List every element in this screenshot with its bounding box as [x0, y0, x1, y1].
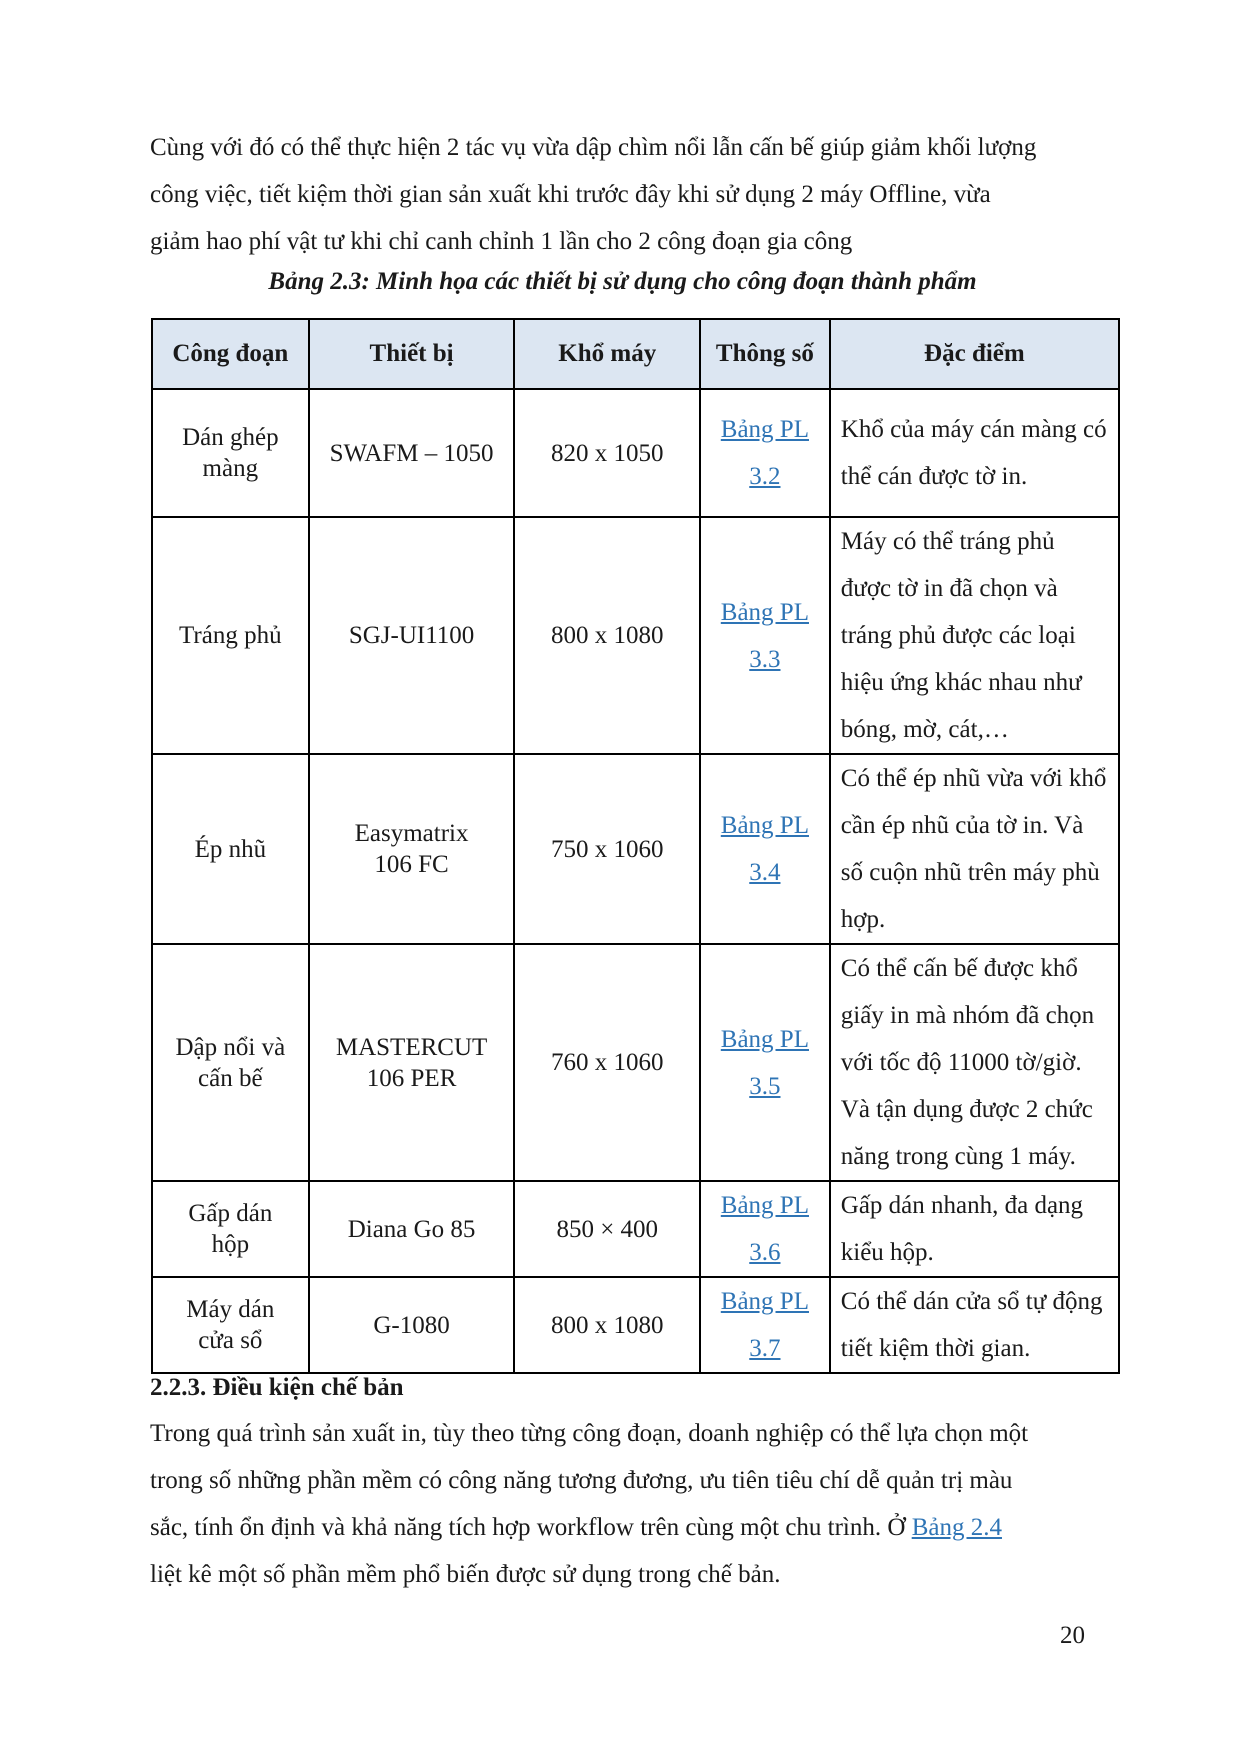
spec-link-3-6[interactable]: Bảng PL — [720, 1192, 809, 1219]
stage-cell: Máy dán cửa sổ — [152, 1277, 309, 1373]
spec-link-3-7[interactable]: Bảng PL — [720, 1288, 809, 1315]
table-row — [152, 1277, 1119, 1373]
feature-cell: Máy có thể tráng phủ được tờ in đã chọn và tráng phủ được các loại hiệu ứng khác nhau như bóng, mờ, cát,… — [830, 517, 1119, 754]
spec-link-3-2-num[interactable]: 3.2 — [749, 463, 781, 490]
table-row — [152, 754, 1119, 944]
size-cell: 760 x 1060 — [514, 944, 700, 1181]
section-heading: 2.2.3. Điều kiện chế bản — [150, 1374, 404, 1401]
header-device: Thiết bị — [309, 319, 515, 389]
section-line-1: Trong quá trình sản xuất in, tùy theo từng công đoạn, doanh nghiệp có thể lựa chọn một — [150, 1420, 1029, 1447]
feature-cell: Gấp dán nhanh, đa dạng kiểu hộp. — [830, 1181, 1119, 1277]
feature-cell: Khổ của máy cán màng có thể cán được tờ in. — [830, 389, 1119, 517]
header-size: Khổ máy — [514, 319, 700, 389]
size-cell: 850 × 400 — [514, 1181, 700, 1277]
feature-cell: Có thể cấn bế được khổ giấy in mà nhóm đã chọn với tốc độ 11000 tờ/giờ. Và tận dụng được 2 chức năng trong cùng 1 máy. — [830, 944, 1119, 1181]
feature-cell: Có thể ép nhũ vừa với khổ cần ép nhũ của tờ in. Và số cuộn nhũ trên máy phù hợp. — [830, 754, 1119, 944]
header-stage: Công đoạn — [152, 319, 309, 389]
spec-link-cell — [700, 517, 830, 754]
size-cell: 750 x 1060 — [514, 754, 700, 944]
section-line-2: trong số những phần mềm có công năng tương đương, ưu tiên tiêu chí dễ quản trị màu — [150, 1467, 1013, 1494]
spec-link-3-5-num[interactable]: 3.5 — [749, 1072, 781, 1100]
section-line-3: sắc, tính ổn định và khả năng tích hợp workflow trên cùng một chu trình. Ở — [150, 1514, 912, 1541]
size-cell: 820 x 1050 — [514, 389, 700, 517]
section-line-4: liệt kê một số phần mềm phổ biến được sử dụng trong chế bản. — [150, 1561, 781, 1588]
table-row — [152, 517, 1119, 754]
device-cell: G-1080 — [309, 1277, 515, 1373]
table-row — [152, 944, 1119, 1181]
section-paragraph — [150, 1410, 1095, 1598]
page-number: 20 — [1060, 1622, 1085, 1649]
spec-link-3-3[interactable]: Bảng PL — [720, 598, 809, 626]
table-caption: Bảng 2.3: Minh họa các thiết bị sử dụng cho công đoạn thành phẩm — [268, 268, 977, 295]
spec-link-3-5[interactable]: Bảng PL — [720, 1025, 809, 1053]
stage-cell: Tráng phủ — [152, 517, 309, 754]
stage-cell: Dập nổi và cấn bế — [152, 944, 309, 1181]
spec-link-3-4[interactable]: Bảng PL — [720, 812, 809, 839]
device-cell: Easymatrix 106 FC — [309, 754, 515, 944]
device-cell: SGJ-UI1100 — [309, 517, 515, 754]
intro-line-2: công việc, tiết kiệm thời gian sản xuất khi trước đây khi sử dụng 2 máy Offline, vừa — [150, 181, 991, 208]
table-row — [152, 389, 1119, 517]
spec-link-cell — [700, 1181, 830, 1277]
intro-line-3: giảm hao phí vật tư khi chỉ canh chỉnh 1 lần cho 2 công đoạn gia công — [150, 228, 853, 255]
spec-link-cell — [700, 754, 830, 944]
spec-link-3-3-num[interactable]: 3.3 — [749, 645, 781, 673]
size-cell: 800 x 1080 — [514, 517, 700, 754]
intro-paragraph — [150, 124, 1095, 265]
device-cell: MASTERCUT 106 PER — [309, 944, 515, 1181]
table-row — [152, 1181, 1119, 1277]
spec-link-cell — [700, 944, 830, 1181]
stage-cell: Dán ghép màng — [152, 389, 309, 517]
size-cell: 800 x 1080 — [514, 1277, 700, 1373]
spec-link-3-2[interactable]: Bảng PL — [720, 416, 809, 443]
feature-cell: Có thể dán cửa sổ tự động tiết kiệm thời gian. — [830, 1277, 1119, 1373]
spec-link-3-4-num[interactable]: 3.4 — [749, 859, 781, 886]
device-cell: Diana Go 85 — [309, 1181, 515, 1277]
intro-line-1: Cùng với đó có thể thực hiện 2 tác vụ vừa dập chìm nổi lẫn cấn bế giúp giảm khối lượng — [150, 134, 1037, 161]
stage-cell: Gấp dán hộp — [152, 1181, 309, 1277]
header-feature: Đặc điểm — [830, 319, 1119, 389]
spec-link-3-6-num[interactable]: 3.6 — [749, 1239, 781, 1266]
stage-cell: Ép nhũ — [152, 754, 309, 944]
device-cell: SWAFM – 1050 — [309, 389, 515, 517]
spec-link-cell — [700, 389, 830, 517]
header-spec: Thông số — [700, 319, 830, 389]
equipment-table — [151, 318, 1120, 1374]
table-header-row — [152, 319, 1119, 389]
spec-link-3-7-num[interactable]: 3.7 — [749, 1335, 781, 1362]
spec-link-cell — [700, 1277, 830, 1373]
table-2-4-link[interactable]: Bảng 2.4 — [911, 1514, 1002, 1541]
